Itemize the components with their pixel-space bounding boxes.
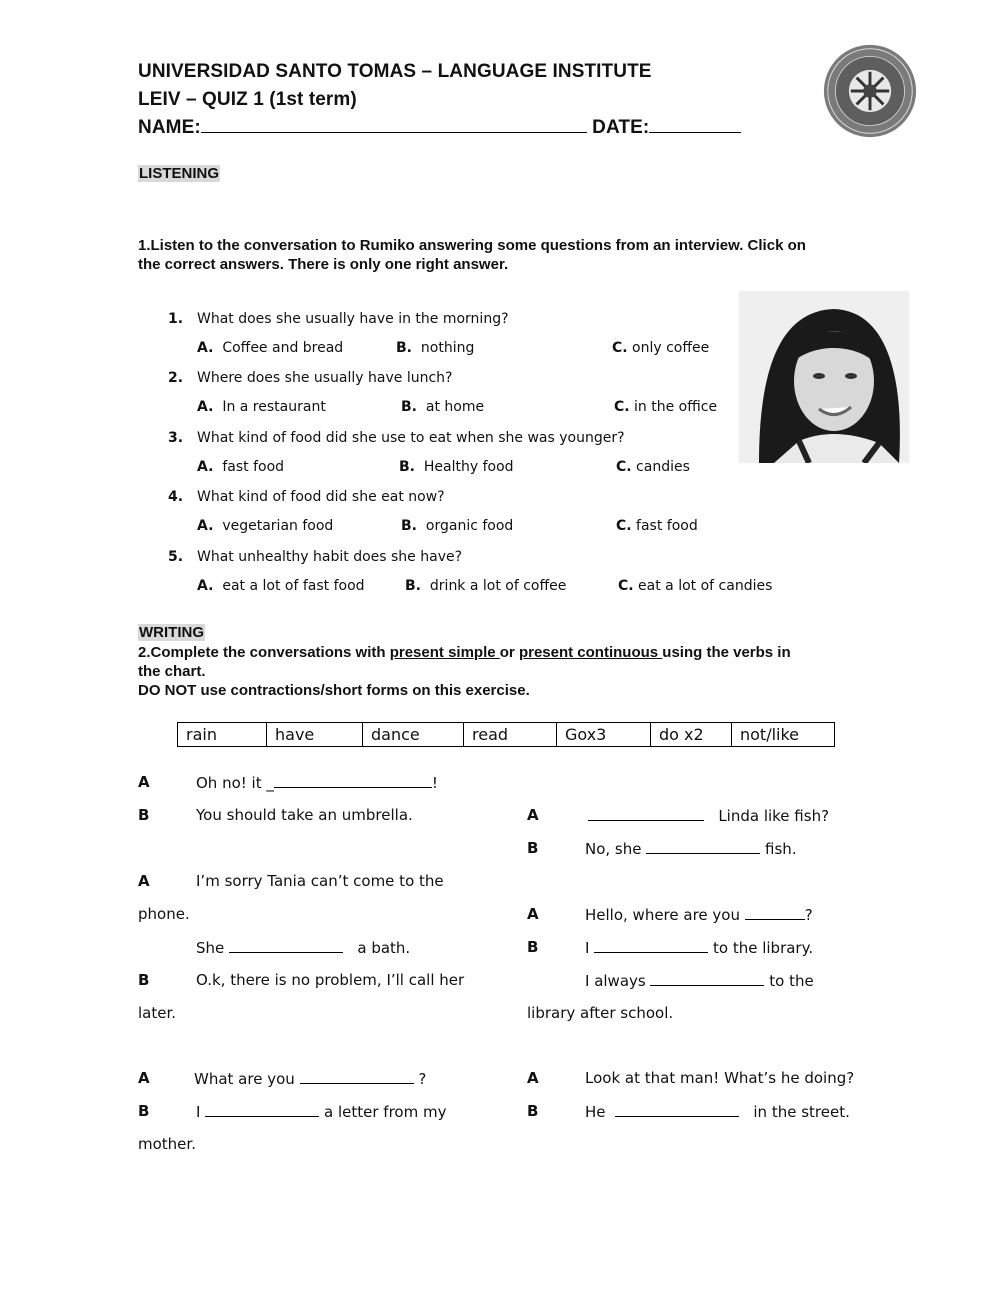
line-text: ? — [418, 1070, 427, 1088]
option-letter: A. — [197, 578, 214, 594]
verb-cell: read — [464, 723, 557, 747]
answer-option-b[interactable] — [396, 340, 474, 356]
answer-option-a[interactable] — [197, 518, 333, 534]
option-text: candies — [636, 459, 690, 475]
line-text: Linda like fish? — [718, 807, 830, 825]
quiz-header-title: LEIV – QUIZ 1 (1st term) — [138, 89, 357, 110]
option-text: nothing — [420, 340, 475, 356]
dialogue-line — [196, 938, 410, 957]
speaker-b: B — [527, 1102, 539, 1120]
answer-option-c[interactable] — [614, 399, 717, 415]
question-text: Where does she usually have lunch? — [197, 370, 453, 386]
option-letter: B. — [401, 399, 417, 415]
option-text: eat a lot of fast food — [222, 578, 365, 594]
instr-text: 2.Complete the conversations with — [138, 644, 390, 661]
line-text: He — [585, 1103, 606, 1121]
option-text: in the office — [634, 399, 718, 415]
university-seal-logo — [822, 43, 918, 139]
option-text: Coffee and bread — [222, 340, 344, 356]
question-number: 4. — [168, 489, 184, 505]
rumiko-photo — [739, 291, 909, 463]
line-text: to the library. — [713, 939, 814, 957]
option-text: fast food — [636, 518, 698, 534]
dialogue-line: I’m sorry Tania can’t come to the — [196, 872, 444, 890]
option-text: In a restaurant — [222, 399, 326, 415]
option-letter: C. — [616, 518, 632, 534]
dialogue-line — [585, 905, 813, 924]
option-letter: C. — [614, 399, 630, 415]
option-text: only coffee — [632, 340, 710, 356]
verb-cell: have — [267, 723, 363, 747]
dialogue-line: phone. — [138, 905, 190, 923]
option-letter: C. — [618, 578, 634, 594]
writing-instruction-line2: the chart. — [138, 663, 206, 680]
dialogue-line: later. — [138, 1004, 177, 1022]
answer-option-a[interactable] — [197, 340, 343, 356]
line-text: to the — [769, 972, 814, 990]
quiz-header-institution: UNIVERSIDAD SANTO TOMAS – LANGUAGE INSTITUTE — [138, 61, 652, 82]
line-text: No, she — [585, 840, 642, 858]
answer-option-b[interactable] — [401, 518, 513, 534]
speaker-a: A — [527, 806, 539, 824]
verb-cell: Gox3 — [557, 723, 651, 747]
answer-option-c[interactable] — [616, 459, 690, 475]
question-item — [168, 430, 625, 446]
answer-option-a[interactable] — [197, 459, 284, 475]
dialogue-line — [196, 773, 438, 792]
question-text: What does she usually have in the morning? — [197, 311, 509, 327]
line-text: What are you — [194, 1070, 295, 1088]
option-letter: A. — [197, 459, 214, 475]
dialogue-line: Look at that man! What’s he doing? — [585, 1069, 855, 1087]
writing-instruction-line1 — [138, 643, 791, 662]
question-text: What unhealthy habit does she have? — [197, 549, 463, 565]
option-letter: C. — [612, 340, 628, 356]
answer-option-b[interactable] — [399, 459, 514, 475]
question-number: 5. — [168, 549, 184, 565]
answer-option-c[interactable] — [616, 518, 698, 534]
answer-blank[interactable] — [615, 1102, 739, 1117]
listening-instruction-line1: 1.Listen to the conversation to Rumiko answering some questions from an interview. Click on — [138, 237, 806, 254]
verb-cell: do x2 — [651, 723, 732, 747]
answer-blank[interactable] — [646, 839, 760, 854]
line-text: fish. — [765, 840, 797, 858]
question-number: 2. — [168, 370, 184, 386]
option-text: vegetarian food — [222, 518, 334, 534]
question-item — [168, 549, 463, 565]
question-number: 3. — [168, 430, 184, 446]
option-letter: B. — [401, 518, 417, 534]
question-text: What kind of food did she eat now? — [197, 489, 445, 505]
dialogue-line — [196, 1102, 446, 1121]
speaker-a: A — [527, 905, 539, 923]
line-text: Oh no! it _ — [196, 774, 274, 792]
dialogue-line: mother. — [138, 1135, 196, 1153]
dialogue-line: O.k, there is no problem, I’ll call her — [196, 971, 465, 989]
listening-section-title: LISTENING — [139, 165, 220, 182]
speaker-b: B — [138, 1102, 150, 1120]
dialogue-line: You should take an umbrella. — [196, 806, 413, 824]
option-letter: A. — [197, 518, 214, 534]
listening-instruction-line2: the correct answers. There is only one right answer. — [138, 256, 509, 273]
answer-blank[interactable] — [588, 806, 704, 821]
line-text: I — [585, 939, 590, 957]
line-text: Hello, where are you — [585, 906, 740, 924]
question-item — [168, 311, 509, 327]
option-letter: B. — [399, 459, 415, 475]
dialogue-line — [194, 1069, 426, 1088]
writing-instruction-line3: DO NOT use contractions/short forms on this exercise. — [138, 682, 530, 699]
dialogue-line — [585, 938, 813, 957]
option-letter: A. — [197, 399, 214, 415]
name-date-line — [138, 117, 741, 139]
verb-chart — [177, 722, 835, 747]
option-letter: B. — [405, 578, 421, 594]
speaker-b: B — [527, 839, 539, 857]
answer-option-b[interactable] — [405, 578, 566, 594]
dialogue-line — [585, 839, 797, 858]
instr-text: using the verbs in — [662, 644, 791, 661]
answer-option-b[interactable] — [401, 399, 484, 415]
question-item — [168, 489, 445, 505]
option-text: eat a lot of candies — [638, 578, 773, 594]
option-letter: A. — [197, 340, 214, 356]
instr-present-continuous: present continuous — [518, 644, 663, 661]
answer-blank[interactable] — [594, 938, 708, 953]
line-text: She — [196, 939, 225, 957]
dialogue-line — [585, 1102, 850, 1121]
verb-cell: not/like — [732, 723, 835, 747]
dialogue-line: library after school. — [527, 1004, 674, 1022]
option-text: at home — [425, 399, 485, 415]
line-text: I always — [585, 972, 646, 990]
date-field[interactable] — [649, 118, 741, 133]
speaker-b: B — [138, 806, 150, 824]
line-text: ! — [431, 774, 438, 792]
name-label: NAME: — [138, 117, 201, 138]
answer-blank[interactable] — [745, 905, 805, 920]
answer-option-c[interactable] — [612, 340, 709, 356]
option-text: Healthy food — [423, 459, 514, 475]
speaker-b: B — [138, 971, 150, 989]
dialogue-line — [588, 806, 829, 825]
line-text: I — [196, 1103, 201, 1121]
option-letter: C. — [616, 459, 632, 475]
speaker-a: A — [527, 1069, 539, 1087]
date-label: DATE: — [592, 117, 650, 138]
verb-cell: dance — [363, 723, 464, 747]
line-text: ? — [804, 906, 813, 924]
line-text: a letter from my — [324, 1103, 447, 1121]
question-item — [168, 370, 453, 386]
answer-blank[interactable] — [650, 971, 764, 986]
answer-blank[interactable] — [274, 773, 432, 788]
question-text: What kind of food did she use to eat when she was younger? — [197, 430, 625, 446]
speaker-b: B — [527, 938, 539, 956]
answer-option-c[interactable] — [618, 578, 772, 594]
answer-option-a[interactable] — [197, 578, 365, 594]
speaker-a: A — [138, 773, 150, 791]
instr-present-simple: present simple — [389, 644, 500, 661]
answer-blank[interactable] — [229, 938, 343, 953]
instr-text: or — [499, 644, 519, 661]
speaker-a: A — [138, 1069, 150, 1087]
option-text: fast food — [222, 459, 285, 475]
question-number: 1. — [168, 311, 184, 327]
answer-blank[interactable] — [205, 1102, 319, 1117]
line-text: a bath. — [357, 939, 411, 957]
verb-cell: rain — [178, 723, 267, 747]
name-field[interactable] — [201, 118, 587, 133]
option-letter: B. — [396, 340, 412, 356]
line-text: in the street. — [753, 1103, 850, 1121]
dialogue-line — [585, 971, 814, 990]
answer-option-a[interactable] — [197, 399, 326, 415]
writing-section-title: WRITING — [139, 624, 204, 641]
answer-blank[interactable] — [300, 1069, 414, 1084]
speaker-a: A — [138, 872, 150, 890]
option-text: drink a lot of coffee — [429, 578, 567, 594]
option-text: organic food — [425, 518, 514, 534]
